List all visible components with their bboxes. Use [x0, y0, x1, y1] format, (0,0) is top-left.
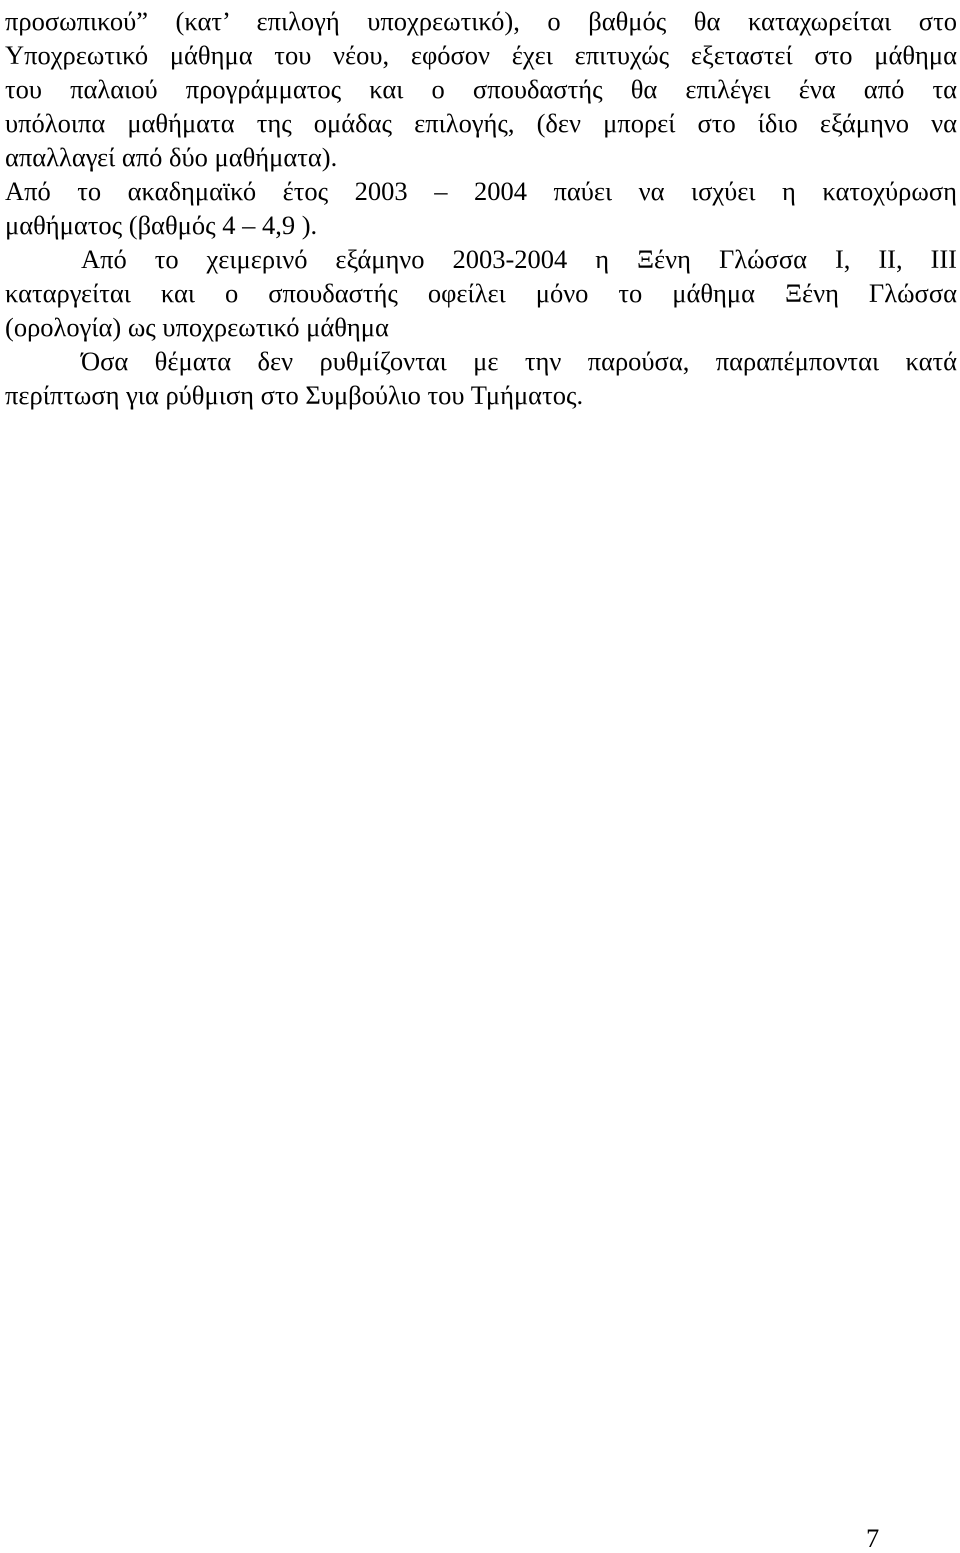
paragraph-line: προσωπικού” (κατ’ επιλογή υποχρεωτικό), ο βαθμός θα καταχωρείται στο — [5, 6, 957, 36]
paragraph-line: μαθήματος (βαθμός 4 – 4,9 ). — [5, 210, 318, 240]
paragraph-line: απαλλαγεί από δύο μαθήματα). — [5, 142, 338, 172]
paragraph-line: περίπτωση για ρύθμιση στο Συμβούλιο του Τμήματος. — [5, 380, 584, 410]
paragraph-line: Από το ακαδημαϊκό έτος 2003 – 2004 παύει να ισχύει η κατοχύρωση — [5, 176, 957, 206]
paragraph-line: του παλαιού προγράμματος και ο σπουδαστής θα επιλέγει ένα από τα — [5, 74, 957, 104]
document-page — [5, 4, 957, 412]
paragraph-line: (ορολογία) ως υποχρεωτικό μάθημα — [5, 312, 389, 342]
page-number: 7 — [866, 1523, 880, 1553]
paragraph-line: Όσα θέματα δεν ρυθμίζονται με την παρούσα, παραπέμπονται κατά — [81, 346, 957, 376]
paragraph-line: Υποχρεωτικό μάθημα του νέου, εφόσον έχει επιτυχώς εξεταστεί στο μάθημα — [5, 40, 957, 70]
paragraph-line: υπόλοιπα μαθήματα της ομάδας επιλογής, (δεν μπορεί στο ίδιο εξάμηνο να — [5, 108, 957, 138]
paragraph-line: Από το χειμερινό εξάμηνο 2003-2004 η Ξένη Γλώσσα Ι, ΙΙ, ΙΙΙ — [81, 244, 957, 274]
paragraph-line: καταργείται και ο σπουδαστής οφείλει μόνο το μάθημα Ξένη Γλώσσα — [5, 278, 957, 308]
